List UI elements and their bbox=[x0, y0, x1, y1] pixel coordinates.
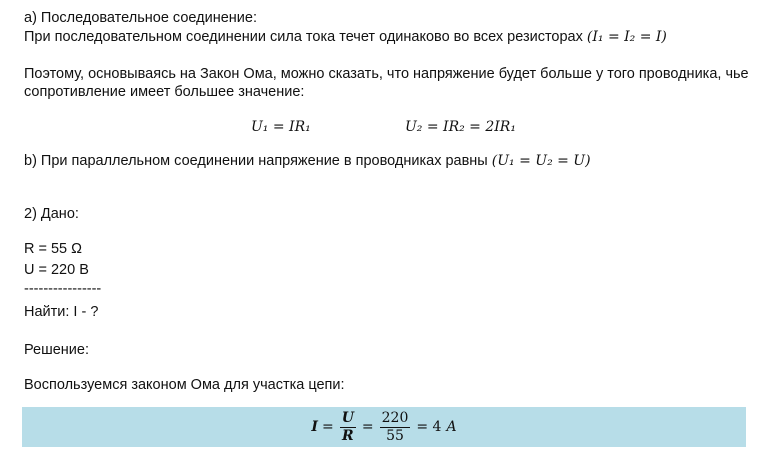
formula-current-symbol: I bbox=[311, 419, 318, 435]
part-a-current-equality: (I₁ = I₂ = I) bbox=[586, 29, 667, 45]
part-a-line1-text: При последовательном соединении сила тока течет одинаково во всех резисторах bbox=[24, 29, 583, 45]
voltage-equation-1: U₁ = IR₁ bbox=[251, 119, 311, 135]
fraction-u-over-r bbox=[340, 410, 356, 445]
problem-2-heading: 2) Дано: bbox=[24, 206, 79, 222]
part-b-line bbox=[24, 152, 591, 170]
fraction-220-over-55 bbox=[380, 410, 411, 445]
formula-equals-2: = bbox=[361, 419, 374, 435]
part-a-heading: a) Последовательное соединение: bbox=[24, 10, 257, 26]
fraction-numerator-220: 220 bbox=[381, 409, 409, 426]
fraction-denominator-r: R bbox=[341, 427, 354, 444]
formula-equals-1: = bbox=[321, 419, 334, 435]
ohm-law-intro: Воспользуемся законом Ома для участка цепи: bbox=[24, 377, 345, 393]
separator-line: ---------------- bbox=[24, 281, 102, 297]
ohm-law-formula bbox=[22, 407, 746, 447]
fraction-denominator-55: 55 bbox=[386, 427, 404, 444]
part-b-text: b) При параллельном соединении напряжение в проводниках равны bbox=[24, 153, 488, 169]
find-line: Найти: I - ? bbox=[24, 304, 99, 320]
part-b-voltage-equality: (U₁ = U₂ = U) bbox=[491, 153, 591, 169]
given-resistance: R = 55 Ω bbox=[24, 241, 82, 257]
formula-box bbox=[22, 407, 746, 447]
part-a-paragraph-line2: сопротивление имеет большее значение: bbox=[24, 84, 305, 100]
fraction-numerator-u: U bbox=[341, 409, 354, 426]
formula-result: = 4 bbox=[416, 419, 442, 435]
given-voltage: U = 220 В bbox=[24, 262, 89, 278]
part-a-line1 bbox=[24, 28, 667, 46]
voltage-equation-2: U₂ = IR₂ = 2IR₁ bbox=[405, 119, 516, 135]
formula-unit: A bbox=[446, 419, 457, 435]
part-a-paragraph-line1: Поэтому, основываясь на Закон Ома, можно сказать, что напряжение будет больше у того проводника, чье bbox=[24, 66, 749, 82]
solution-label: Решение: bbox=[24, 342, 89, 358]
